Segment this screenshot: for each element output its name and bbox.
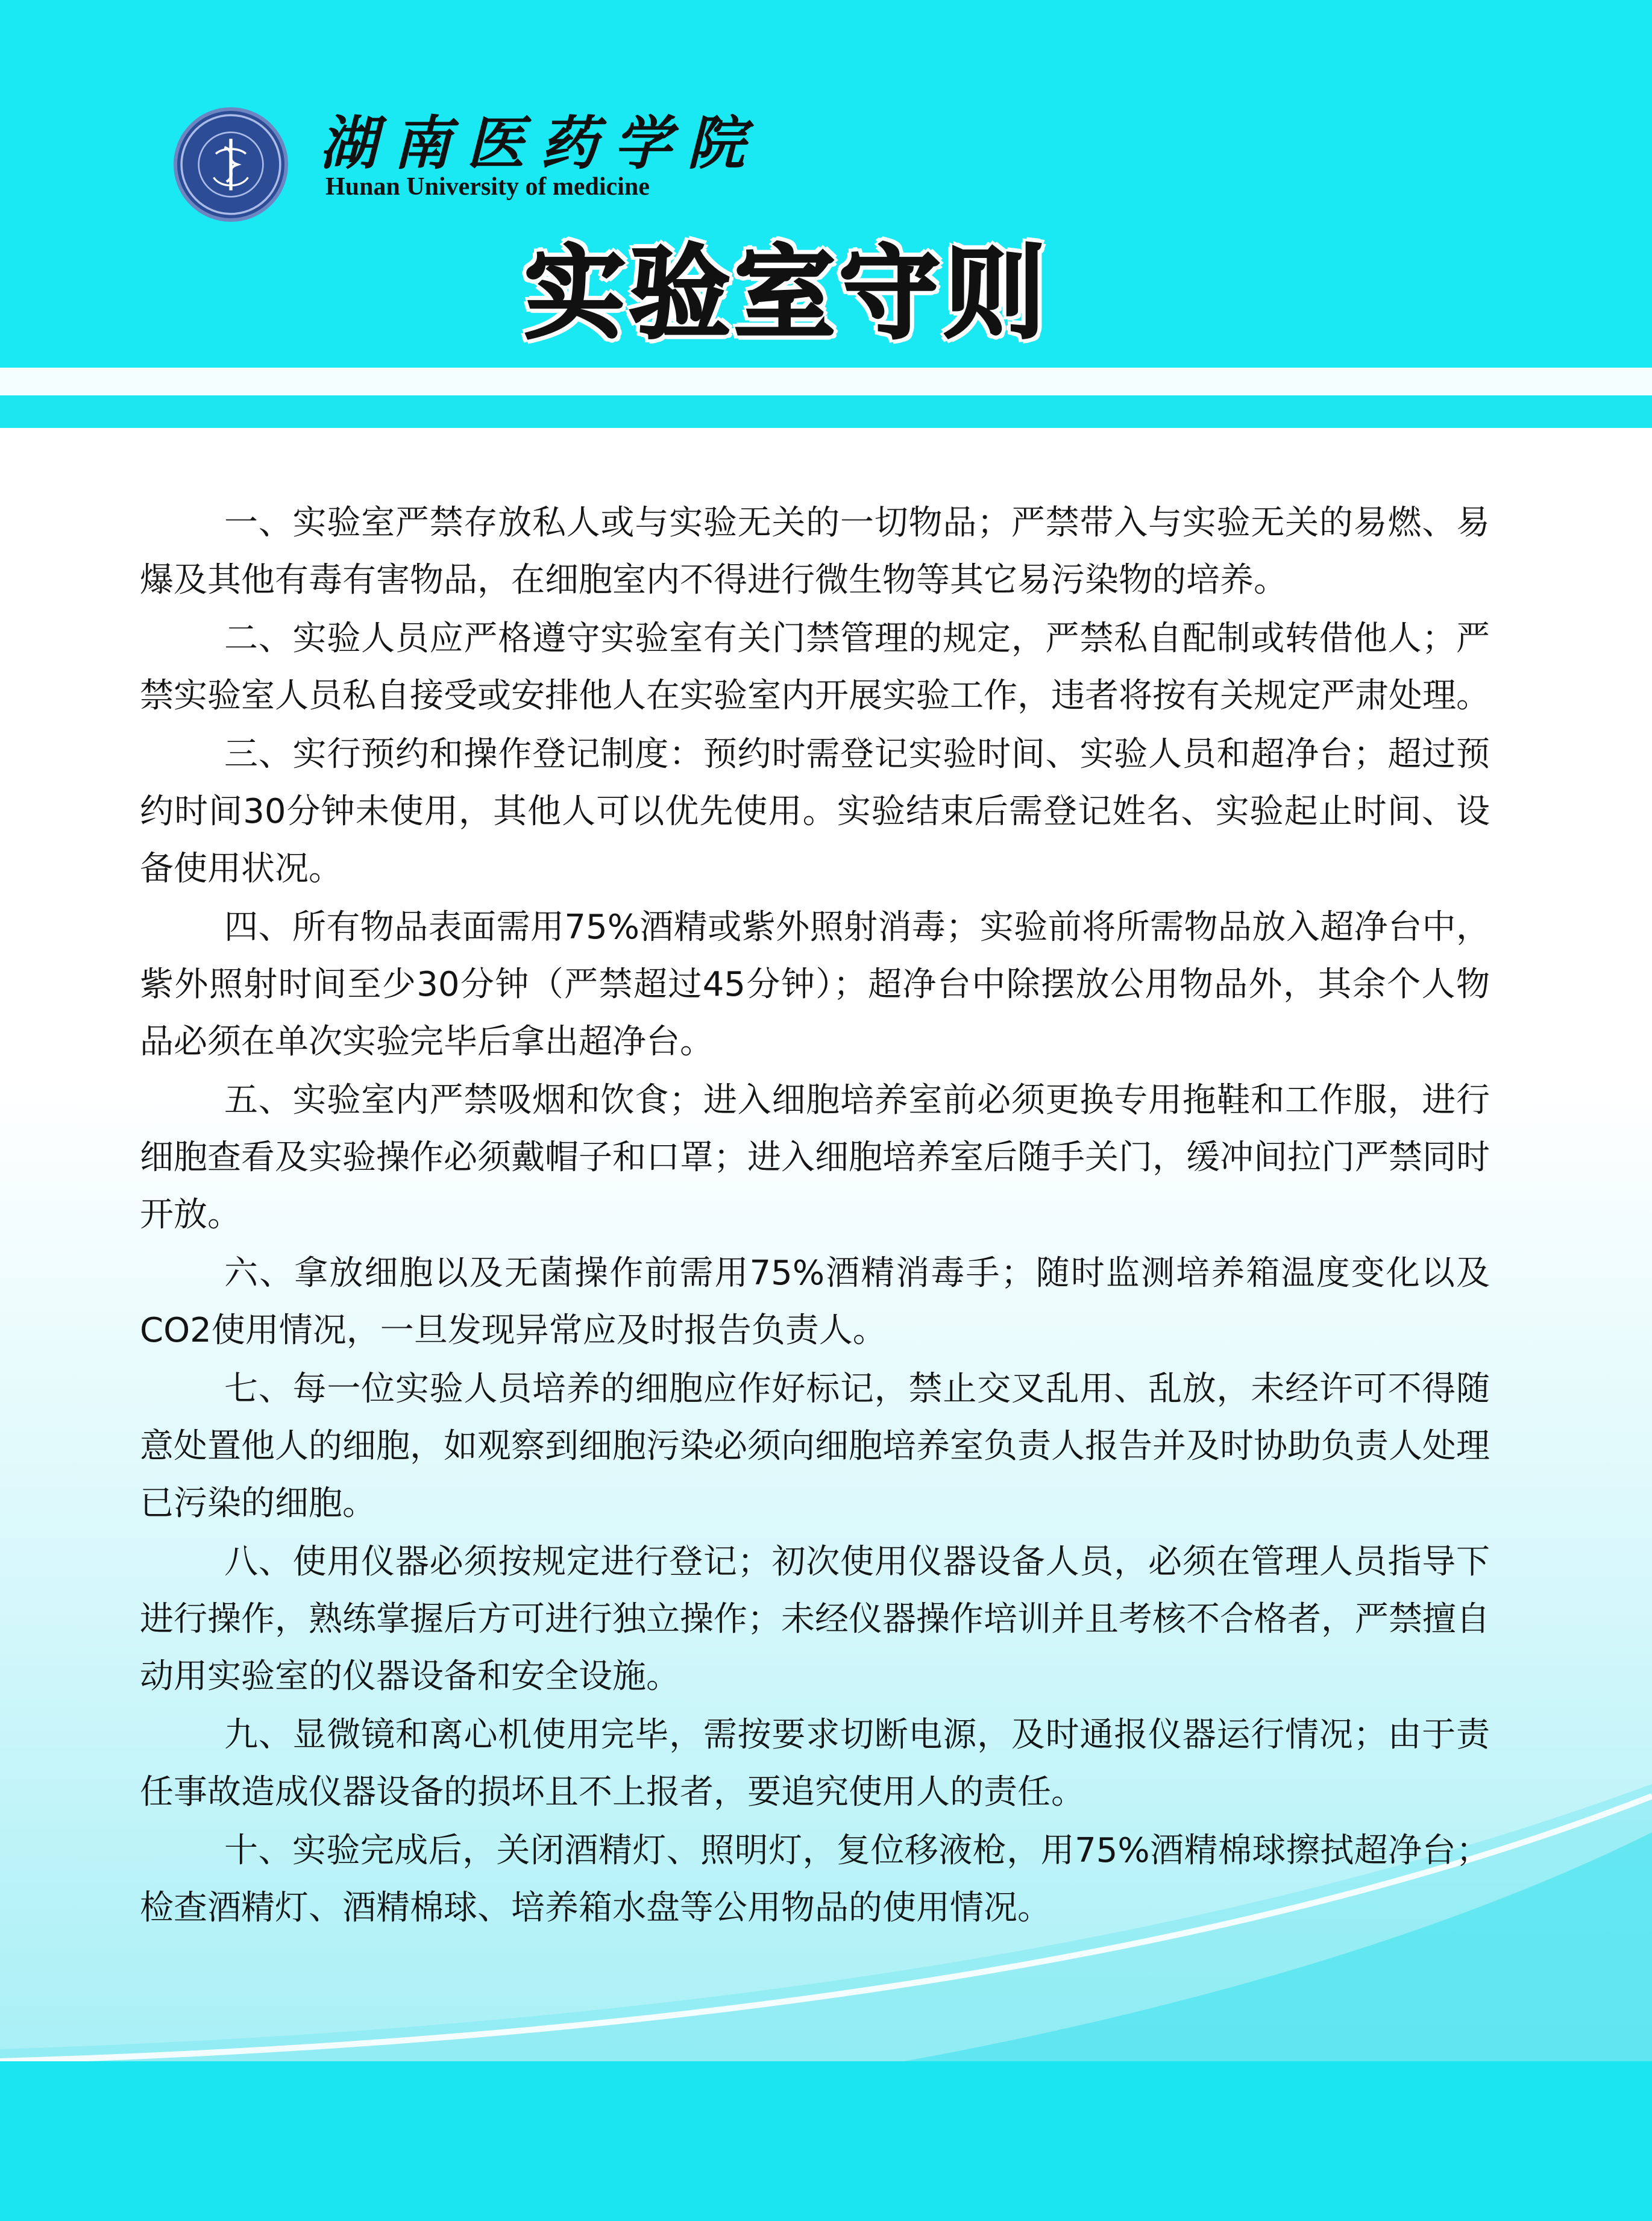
page-title: 实验室守则 [524,234,1049,353]
rule-item: 四、所有物品表面需用75%酒精或紫外照射消毒；实验前将所需物品放入超净台中，紫外照射时间至少30分钟（严禁超过45分钟）；超净台中除摆放公用物品外，其余个人物品必须在单次实验完毕后拿出超净台。 [140,908,1490,1061]
rule-item: 六、拿放细胞以及无菌操作前需用75%酒精消毒手；随时监测培养箱温度变化以及CO2使用情况，一旦发现异常应及时报告负责人。 [140,1254,1490,1350]
footer-band [0,2061,1652,2221]
rule-item: 八、使用仪器必须按规定进行登记；初次使用仪器设备人员，必须在管理人员指导下进行操作，熟练掌握后方可进行独立操作；未经仪器操作培训并且考核不合格者，严禁擅自动用实验室的仪器设备和安全设施。 [140,1542,1490,1696]
university-name-cn: 湖南医药学院 [319,109,761,177]
rule-item: 九、显微镜和离心机使用完毕，需按要求切断电源，及时通报仪器运行情况；由于责任事故造成仪器设备的损坏且不上报者，要追究使用人的责任。 [140,1715,1490,1812]
rules-list [140,494,1490,1938]
rule-item: 十、实验完成后，关闭酒精灯、照明灯，复位移液枪，用75%酒精棉球擦拭超净台；检查酒精灯、酒精棉球、培养箱水盘等公用物品的使用情况。 [140,1831,1490,1927]
header-divider-cyan [0,395,1652,428]
rule-item: 三、实行预约和操作登记制度：预约时需登记实验时间、实验人员和超净台；超过预约时间30分钟未使用，其他人可以优先使用。实验结束后需登记姓名、实验起止时间、设备使用状况。 [140,735,1490,888]
rule-item: 一、实验室严禁存放私人或与实验无关的一切物品；严禁带入与实验无关的易燃、易爆及其他有毒有害物品，在细胞室内不得进行微生物等其它易污染物的培养。 [140,503,1490,600]
rule-item: 五、实验室内严禁吸烟和饮食；进入细胞培养室前必须更换专用拖鞋和工作服，进行细胞查看及实验操作必须戴帽子和口罩；进入细胞培养室后随手关门，缓冲间拉门严禁同时开放。 [140,1081,1490,1234]
rule-item: 二、实验人员应严格遵守实验室有关门禁管理的规定，严禁私自配制或转借他人；严禁实验室人员私自接受或安排他人在实验室内开展实验工作，违者将按有关规定严肃处理。 [140,619,1490,715]
header-divider-white [0,368,1652,395]
university-seal-icon [174,107,288,222]
university-name-en: Hunan University of medicine [325,173,650,201]
rule-item: 七、每一位实验人员培养的细胞应作好标记，禁止交叉乱用、乱放，未经许可不得随意处置他人的细胞，如观察到细胞污染必须向细胞培养室负责人报告并及时协助负责人处理已污染的细胞。 [140,1369,1490,1523]
